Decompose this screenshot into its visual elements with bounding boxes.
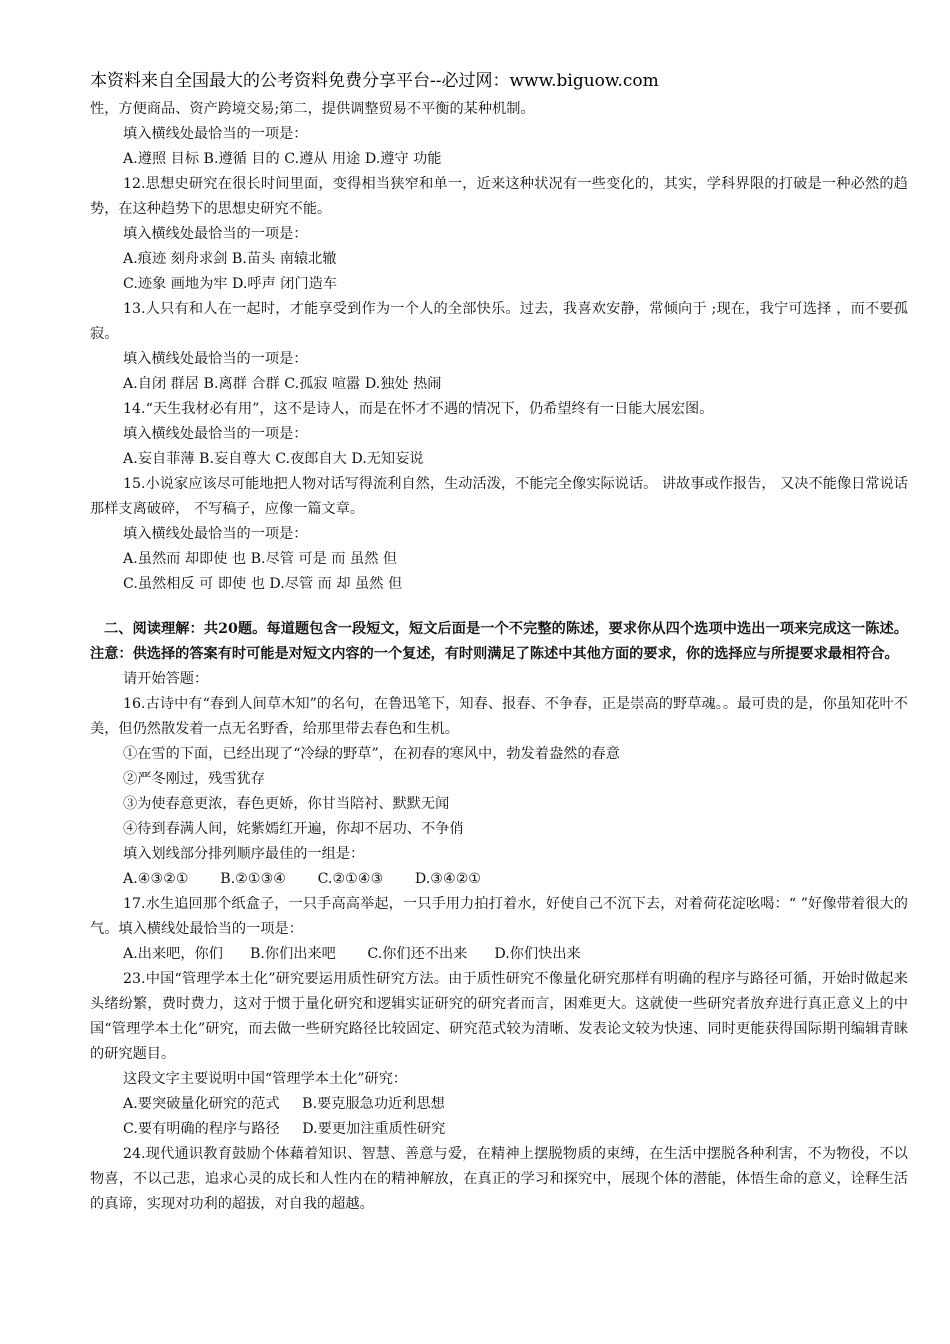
q14-options: A.妄自菲薄 B.妄自尊大 C.夜郎自大 D.无知妄说	[123, 451, 424, 467]
q16-options: A.④③②① B.②①③④ C.②①④③ D.③④②①	[123, 871, 482, 887]
q12-options-1: A.痕迹 刻舟求剑 B.苗头 南辕北辙	[123, 251, 337, 267]
q24-stem: 24.现代通识教育鼓励个体藉着知识、智慧、善意与爱，在精神上摆脱物质的束缚，在生活中摆脱各种利害，不为物役，不以物喜，不以己悲，追求心灵的成长和人性内在的精神解放，在真正的学习和探究中，展现个体的潜能，体悟生命的意义，诠释生活的真谛，实现对功利的超拔，对自我的超越。	[90, 1146, 908, 1212]
q12-prompt: 填入横线处最恰当的一项是：	[123, 226, 308, 242]
q11-prompt: 填入横线处最恰当的一项是：	[123, 126, 308, 142]
q23-prompt: 这段文字主要说明中国“管理学本土化”研究：	[123, 1071, 408, 1087]
q14-prompt: 填入横线处最恰当的一项是：	[123, 426, 308, 442]
q15-options-2: C.虽然相反 可 即使 也 D.尽管 而 却 虽然 但	[123, 576, 403, 592]
section-2-heading: 二、阅读理解：共20题。每道题包含一段短文，短文后面是一个不完整的陈述，要求你从四个选项中选出一项来完成这一陈述。注意：供选择的答案有时可能是对短文内容的一个复述，有时则满足了陈述中其他方面的要求，你的选择应与所提要求最相符合。	[90, 621, 908, 662]
q23-options-1: A.要突破量化研究的范式 B.要克服急功近利思想	[123, 1096, 445, 1112]
q15-options-1: A.虽然而 却即使 也 B.尽管 可是 而 虽然 但	[123, 551, 398, 567]
q11-stem-tail: 性，方便商品、资产跨境交易;第二，提供调整贸易不平衡的某种机制。	[90, 101, 535, 117]
q13-stem: 13.人只有和人在一起时，才能享受到作为一个人的全部快乐。过去，我喜欢安静，常倾向于 ;现在，我宁可选择 ，而不要孤寂。	[90, 301, 908, 342]
q23-stem: 23.中国“管理学本土化”研究要运用质性研究方法。由于质性研究不像量化研究那样有明确的程序与路径可循，开始时做起来头绪纷繁，费时费力，这对于惯于量化研究和逻辑实证研究的研究者而言，困难更大。这就使一些研究者放弃进行真正意义上的中国“管理学本土化”研究，而去做一些研究路径比较固定、研究范式较为清晰、发表论文较为快速、同时更能获得国际期刊编辑青睐的研究题目。	[90, 971, 908, 1062]
q16-item: ①在雪的下面，已经出现了“冷绿的野草”，在初春的寒风中，勃发着盎然的春意	[123, 746, 620, 762]
page-header: 本资料来自全国最大的公考资料免费分享平台--必过网：www.biguow.com	[90, 71, 659, 91]
q12-stem: 12.思想史研究在很长时间里面，变得相当狭窄和单一，近来这种状况有一些变化的，其实，学科界限的打破是一种必然的趋势，在这种趋势下的思想史研究不能。	[90, 176, 908, 217]
q11-options: A.遵照 目标 B.遵循 目的 C.遵从 用途 D.遵守 功能	[123, 151, 442, 167]
q12-options-2: C.迹象 画地为牢 D.呼声 闭门造车	[123, 276, 338, 292]
q16-stem: 16.古诗中有“春到人间草木知”的名句，在鲁迅笔下，知春、报春、不争春，正是崇高的野草魂。。最可贵的是，你虽知花叶不美，但仍然散发着一点无名野香，给那里带去春色和生机。	[90, 696, 908, 737]
q17-stem: 17.水生追回那个纸盒子，一只手高高举起，一只手用力拍打着水，好使自己不沉下去，对着荷花淀吆喝：“ ”好像带着很大的气。填入横线处最恰当的一项是：	[90, 896, 908, 937]
section-2-start: 请开始答题：	[123, 671, 209, 687]
q15-stem: 15.小说家应该尽可能地把人物对话写得流利自然，生动活泼，不能完全像实际说话。 讲故事或作报告， 又决不能像日常说话那样支离破碎， 不写稿子，应像一篇文章。	[90, 476, 908, 517]
q15-prompt: 填入横线处最恰当的一项是：	[123, 526, 308, 542]
q14-stem: 14.“天生我材必有用”，这不是诗人，而是在怀才不遇的情况下，仍希望终有一日能大展宏图。	[123, 401, 714, 417]
q17-options: A.出来吧，你们 B.你们出来吧 C.你们还不出来 D.你们快出来	[123, 946, 581, 962]
q16-prompt: 填入划线部分排列顺序最佳的一组是：	[123, 846, 365, 862]
q16-item: ②严冬刚过，残雪犹存	[123, 771, 265, 787]
q13-prompt: 填入横线处最恰当的一项是：	[123, 351, 308, 367]
q16-item: ④待到春满人间，姹紫嫣红开遍，你却不居功、不争俏	[123, 821, 464, 837]
q13-options: A.自闭 群居 B.离群 合群 C.孤寂 喧嚣 D.独处 热闹	[123, 376, 442, 392]
document-body	[90, 97, 908, 1217]
q16-item: ③为使春意更浓，春色更娇，你甘当陪衬、默默无闻	[123, 796, 450, 812]
q23-options-2: C.要有明确的程序与路径 D.要更加注重质性研究	[123, 1121, 446, 1137]
